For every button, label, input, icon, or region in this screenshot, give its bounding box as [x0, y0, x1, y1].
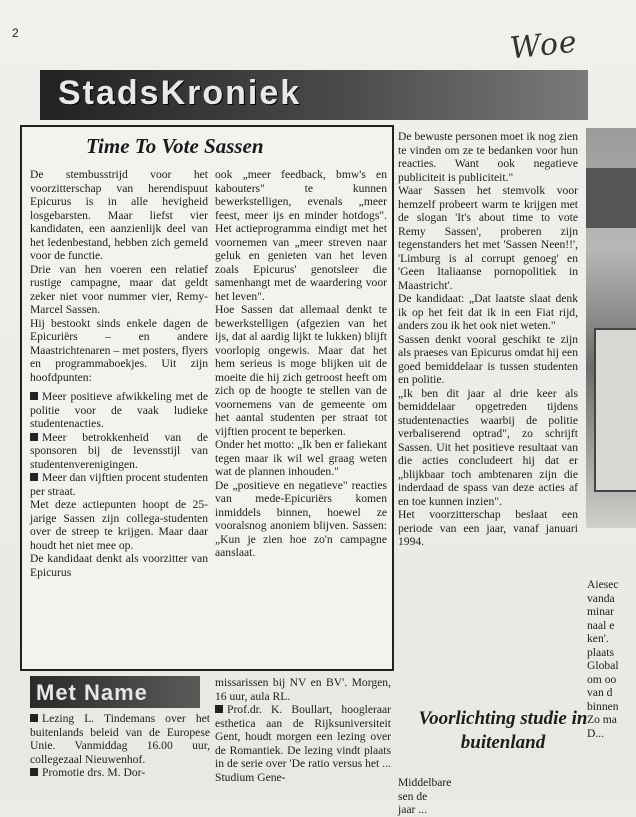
- bullet-icon: [30, 768, 38, 776]
- paragraph: De stembusstrijd voor het voorzitterschap van herendispuut Epicurus is in alle hevigheid losgebarsten. Maar liefst vier kandidaten, een aanzienlijk deel van het ledenbestand, hebben zich gemeld voor de functie.: [30, 168, 208, 262]
- voorlichting-headline: Voorlichting studie in buitenland: [418, 708, 588, 753]
- paragraph: Drie van hen voeren een relatief rustige campagne, maar dat geldt zeker niet voor nummer vier, Remy-Marcel Sassen.: [30, 262, 208, 316]
- bullet-point: Meer positieve afwikkeling met de politie voor de vaak ludieke studentenacties.: [30, 390, 208, 430]
- article-column-3: [398, 130, 578, 549]
- paragraph: Sassen denkt vooral geschikt te zijn als praeses van Epicurus omdat hij een goed bemiddelaar is tussen studenten en politie.: [398, 332, 578, 386]
- handwritten-note: Woe: [508, 24, 580, 67]
- article-headline: Time To Vote Sassen: [86, 134, 264, 158]
- paragraph: Onder het motto: „Ik ben er faliekant tegen maar ik wil wel graag weten wat de plannen inhouden.": [215, 438, 387, 478]
- page-number: 2: [12, 26, 19, 40]
- paragraph: De bewuste personen moet ik nog zien te vinden om ze te bedanken voor hun reacties. Want ook negatieve publiciteit is publiciteit.": [398, 130, 578, 184]
- bullet-icon: [30, 433, 38, 441]
- paragraph: Waar Sassen het stemvolk voor hemzelf probeert warm te krijgen met de slogan 'It's about time to vote Remy Sassen', proberen zijn tegenstanders het met 'Sassen Neen!!', 'Limburg is al corrupt genoeg' en 'Geen Italiaanse pornopolitiek in Maastricht'.: [398, 184, 578, 292]
- paragraph: Het voorzitterschap beslaat een periode van een jaar, vanaf januari 1994.: [398, 508, 578, 548]
- article-column-1: [30, 168, 208, 579]
- paragraph: De kandidaat: „Dat laatste slaat denk ik op het feit dat ik in een Fiat rijd, anders zou ik het ook niet weten.": [398, 292, 578, 332]
- met-name-text: Prof.dr. K. Boullart, hoogleraar esthetica aan de Rijksuniversiteit Gent, houdt morgen een lezing over de Romantiek. De lezing vindt plaats in de serie over 'De ratio versus het ... Studium Gene-: [215, 703, 391, 784]
- bullet-icon: [30, 392, 38, 400]
- adjacent-column-text: Aiesec vanda minar naal e ken'. plaats Global om oo van d binnen Zo ma D...: [587, 578, 619, 740]
- bullet-icon: [215, 705, 223, 713]
- voorlichting-text: Middelbare sen de jaar ...: [398, 776, 452, 816]
- bullet-point: Meer betrokkenheid van de sponsoren bij de levensstijl van studentenverenigingen.: [30, 430, 208, 471]
- bullet-icon: [30, 473, 38, 481]
- adjacent-photo: [586, 128, 636, 528]
- paragraph: ook „meer feedback, bmw's en kabouters" te kunnen bewerkstelligen, evenals „meer feest, meer ijs en minder hotdogs". Het actieprogramma eindigt met het voornemen van „meer streven naar geluk en genieten van het leven zoals Epicurus' genotsleer die samenhangt met de waardering voor het leven".: [215, 168, 387, 303]
- paragraph: De „positieve en negatieve" reacties van mede-Epicuriërs komen inmiddels binnen, hoewel ze vooralsnog anoniem blijven. Sassen: „Kun je zien hoe zo'n campagne aanslaat.: [215, 478, 387, 559]
- article-column-2: [215, 168, 387, 560]
- met-name-text: missarissen bij NV en BV'. Morgen, 16 uur, aula RL.: [215, 676, 391, 703]
- met-name-column-1: [30, 712, 210, 780]
- paragraph: Hoe Sassen dat allemaal denkt te bewerkstelligen (afgezien van het ijs, dat al aardig lijkt te lukken) blijft voorlopig ongewis. Maar dat het hem serieus is moge blijken uit de moeite die hij zich getroost heeft om zich op de hoogte te stellen van de voornemens van de gemeente om het aantal studenten per straat tot vijftien procent te beperken.: [215, 303, 387, 438]
- met-name-title: Met Name: [36, 680, 148, 705]
- section-title: StadsKroniek: [58, 74, 302, 112]
- paragraph: Hij bestookt sinds enkele dagen de Epicuriërs – en andere Maastrichtenaren – met posters, flyers en programmaboekjes. Uit zijn hoofdpunten:: [30, 316, 208, 384]
- bullet-point: Meer dan vijftien procent studenten per straat.: [30, 471, 208, 498]
- met-name-column-2: [215, 676, 391, 784]
- paragraph: De kandidaat denkt als voorzitter van Epicurus: [30, 552, 208, 579]
- paragraph: Met deze actiepunten hoopt de 25-jarige Sassen zijn collega-studenten over de streep te krijgen. Maar daar houdt het niet mee op.: [30, 498, 208, 552]
- met-name-item: Lezing L. Tindemans over het buitenlands beleid van de Europese Unie. Vanmiddag 16.00 uur, collegezaal Nieuwenhof.: [30, 712, 210, 766]
- paragraph: „Ik ben dit jaar al drie keer als bemiddelaar opgetreden tijdens studentenacties waarbij de politie verbaliserend optrad", zo schrijft Sassen. Uit het positieve resultaat van die acties concludeert hij dat er „blijkbaar toch ambtenaren zijn die inderdaad de spass van deze acties af en toe kunnen inzien".: [398, 386, 578, 508]
- bullet-icon: [30, 714, 38, 722]
- met-name-item: Promotie drs. M. Dor-: [42, 766, 146, 779]
